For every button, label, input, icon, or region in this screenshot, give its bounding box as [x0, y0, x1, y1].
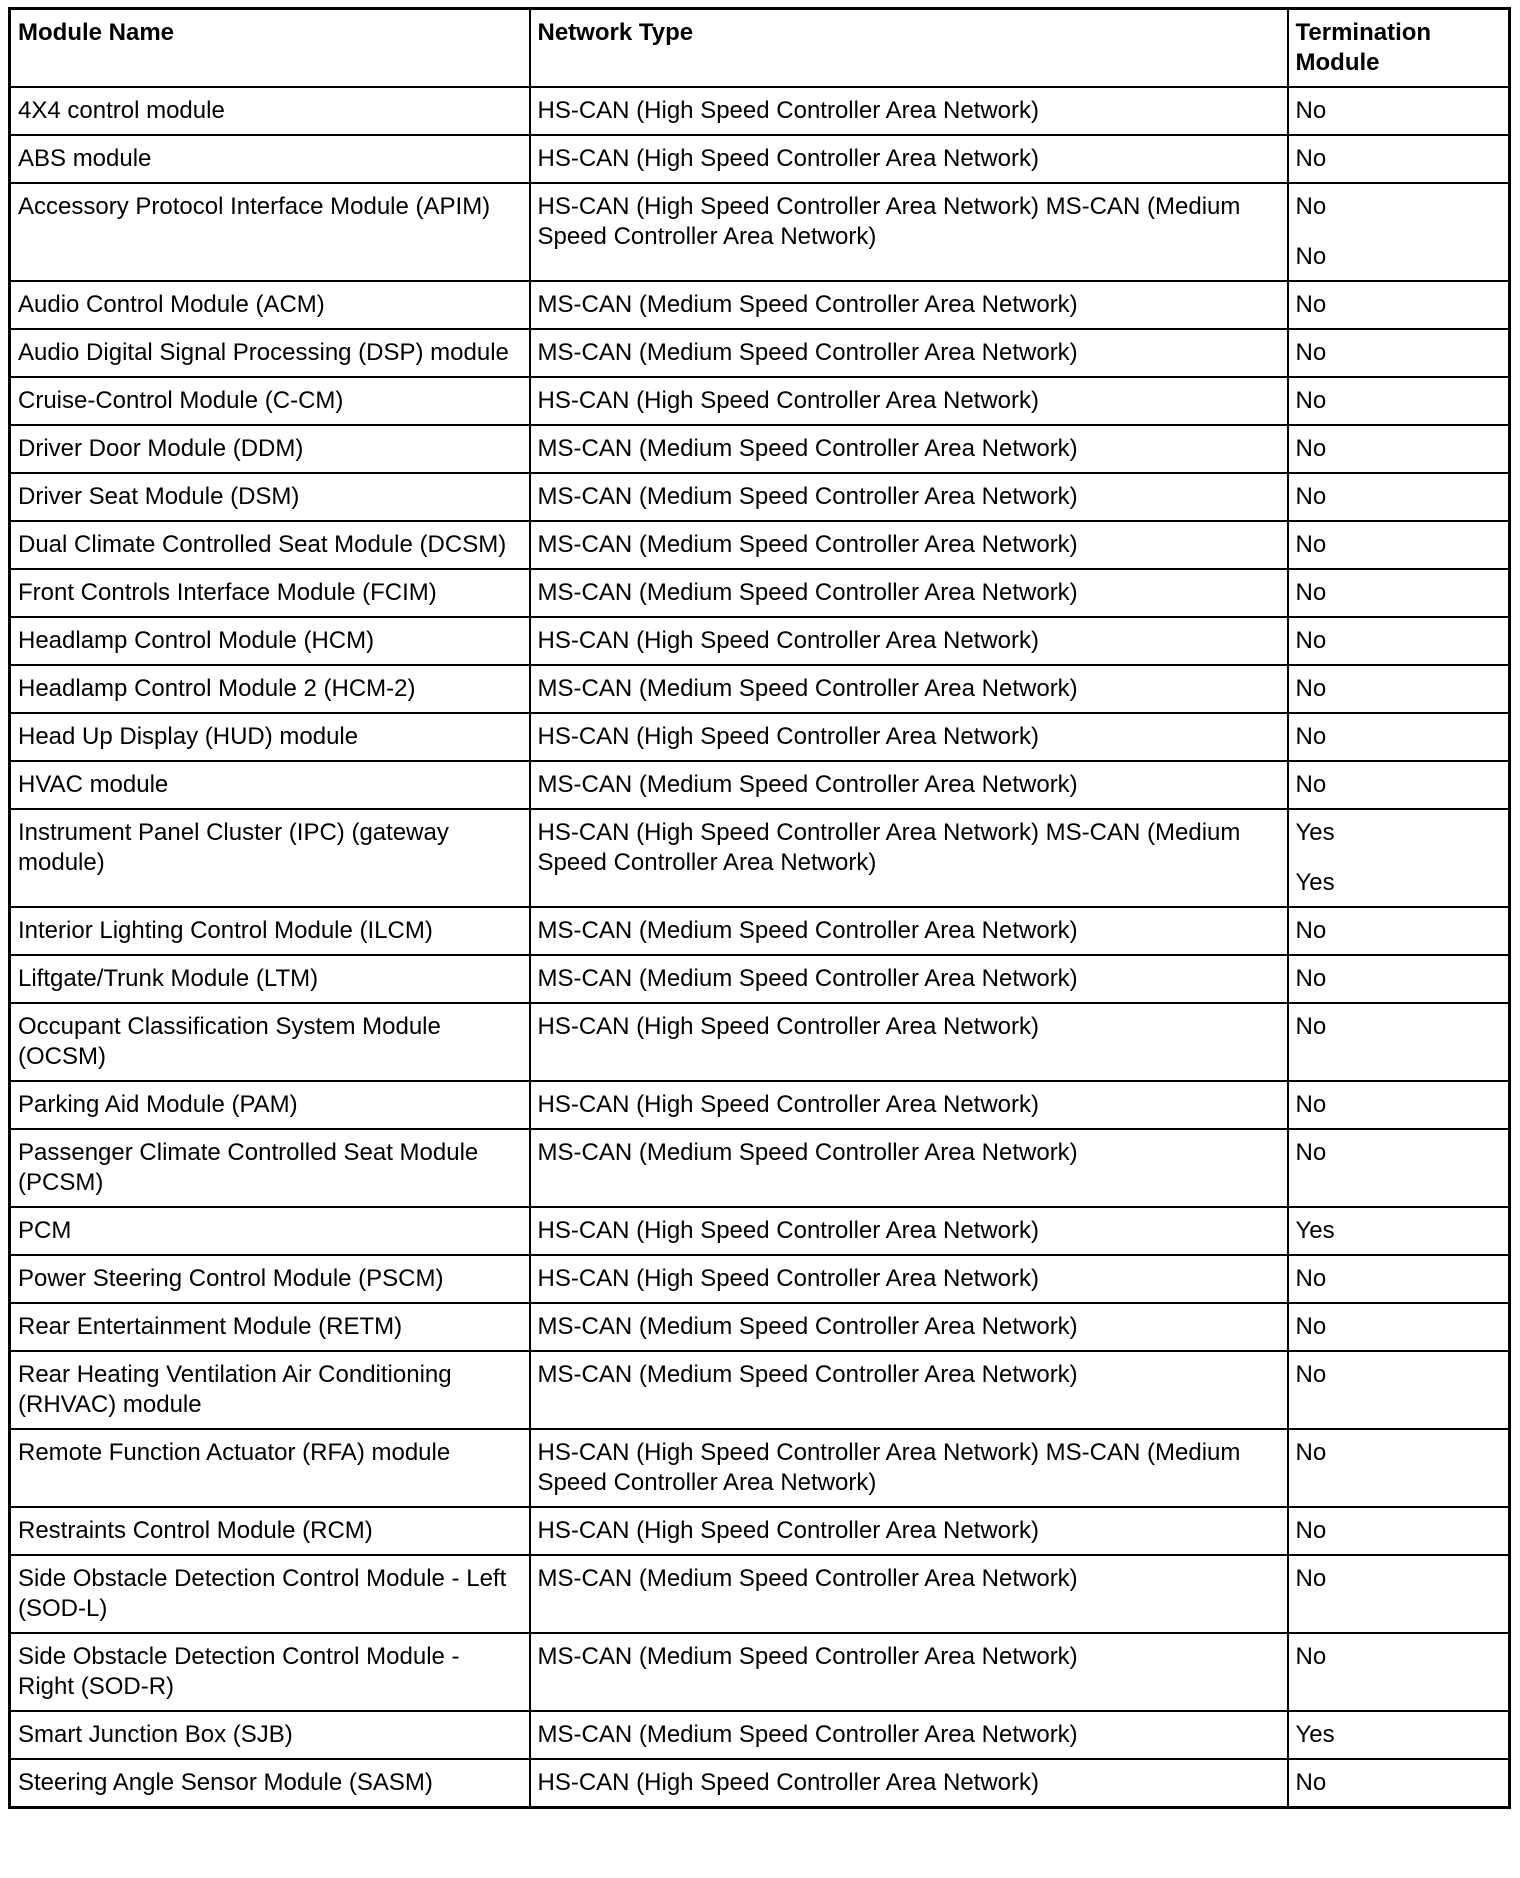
termination-value: No [1295, 1565, 1327, 1592]
network-type-cell: MS-CAN (Medium Speed Controller Area Network) [530, 473, 1288, 521]
termination-cell [1288, 713, 1510, 761]
network-type-cell: HS-CAN (High Speed Controller Area Network) [530, 713, 1288, 761]
module-name-cell: Audio Digital Signal Processing (DSP) module [10, 329, 530, 377]
termination-value: No [1295, 965, 1327, 992]
module-name-cell: ABS module [10, 135, 530, 183]
module-name-cell: Power Steering Control Module (PSCM) [10, 1255, 530, 1303]
network-type-cell: MS-CAN (Medium Speed Controller Area Network) [530, 665, 1288, 713]
termination-value: Yes [1295, 819, 1335, 846]
module-name-cell: Parking Aid Module (PAM) [10, 1081, 530, 1129]
termination-value: No [1295, 917, 1327, 944]
termination-cell [1288, 1081, 1510, 1129]
termination-value: Yes [1295, 1721, 1335, 1748]
table-row [10, 281, 1510, 329]
table-row [10, 1759, 1510, 1808]
network-type-cell: MS-CAN (Medium Speed Controller Area Network) [530, 281, 1288, 329]
header-module-name: Module Name [10, 9, 530, 88]
table-row [10, 1555, 1510, 1633]
network-type-cell: MS-CAN (Medium Speed Controller Area Network) [530, 1711, 1288, 1759]
network-type-cell: MS-CAN (Medium Speed Controller Area Network) [530, 1129, 1288, 1207]
table-row [10, 761, 1510, 809]
termination-cell [1288, 569, 1510, 617]
network-type-cell: HS-CAN (High Speed Controller Area Network) MS-CAN (Medium Speed Controller Area Network) [530, 183, 1288, 281]
table-row [10, 183, 1510, 281]
table-row [10, 1633, 1510, 1711]
termination-value: Yes [1295, 869, 1335, 896]
module-name-cell: Head Up Display (HUD) module [10, 713, 530, 761]
network-type-cell: MS-CAN (Medium Speed Controller Area Network) [530, 1633, 1288, 1711]
module-name-cell: Headlamp Control Module 2 (HCM-2) [10, 665, 530, 713]
network-type-cell: MS-CAN (Medium Speed Controller Area Network) [530, 1351, 1288, 1429]
network-type-cell: HS-CAN (High Speed Controller Area Network) [530, 1081, 1288, 1129]
termination-cell [1288, 1207, 1510, 1255]
termination-cell [1288, 425, 1510, 473]
termination-value: No [1295, 243, 1327, 270]
network-type-cell: MS-CAN (Medium Speed Controller Area Network) [530, 1303, 1288, 1351]
network-type-cell: HS-CAN (High Speed Controller Area Network) [530, 87, 1288, 135]
termination-cell [1288, 473, 1510, 521]
table-row [10, 1003, 1510, 1081]
network-type-cell: HS-CAN (High Speed Controller Area Network) [530, 1759, 1288, 1808]
module-network-table [8, 7, 1511, 1809]
module-name-cell: Side Obstacle Detection Control Module - Right (SOD-R) [10, 1633, 530, 1711]
network-type-cell: MS-CAN (Medium Speed Controller Area Network) [530, 907, 1288, 955]
network-type-cell: HS-CAN (High Speed Controller Area Network) MS-CAN (Medium Speed Controller Area Network) [530, 809, 1288, 907]
table-row [10, 569, 1510, 617]
table-row [10, 1129, 1510, 1207]
termination-cell [1288, 1711, 1510, 1759]
module-name-cell: Driver Seat Module (DSM) [10, 473, 530, 521]
module-name-cell: Liftgate/Trunk Module (LTM) [10, 955, 530, 1003]
network-type-cell: MS-CAN (Medium Speed Controller Area Network) [530, 955, 1288, 1003]
network-type-cell: HS-CAN (High Speed Controller Area Network) [530, 135, 1288, 183]
termination-cell [1288, 521, 1510, 569]
termination-value: No [1295, 193, 1327, 220]
module-name-cell: Side Obstacle Detection Control Module - Left (SOD-L) [10, 1555, 530, 1633]
module-name-cell: Cruise-Control Module (C-CM) [10, 377, 530, 425]
termination-cell [1288, 281, 1510, 329]
termination-value: No [1295, 579, 1327, 606]
table-row [10, 1081, 1510, 1129]
termination-cell [1288, 1429, 1510, 1507]
network-type-cell: HS-CAN (High Speed Controller Area Network) [530, 1507, 1288, 1555]
termination-cell [1288, 1003, 1510, 1081]
termination-value: No [1295, 531, 1327, 558]
termination-cell [1288, 1759, 1510, 1808]
network-type-cell: MS-CAN (Medium Speed Controller Area Network) [530, 1555, 1288, 1633]
module-name-cell: Front Controls Interface Module (FCIM) [10, 569, 530, 617]
table-row [10, 135, 1510, 183]
termination-cell [1288, 377, 1510, 425]
network-type-cell: MS-CAN (Medium Speed Controller Area Network) [530, 761, 1288, 809]
module-name-cell: Instrument Panel Cluster (IPC) (gateway module) [10, 809, 530, 907]
termination-cell [1288, 183, 1510, 281]
termination-value: No [1295, 1517, 1327, 1544]
termination-value: No [1295, 291, 1327, 318]
table-row [10, 1255, 1510, 1303]
termination-value: No [1295, 1139, 1327, 1166]
table-body [10, 87, 1510, 1808]
termination-cell [1288, 955, 1510, 1003]
module-name-cell: Steering Angle Sensor Module (SASM) [10, 1759, 530, 1808]
termination-cell [1288, 907, 1510, 955]
table-row [10, 955, 1510, 1003]
termination-value: No [1295, 145, 1327, 172]
table-row [10, 473, 1510, 521]
table-row [10, 907, 1510, 955]
termination-value: No [1295, 723, 1327, 750]
table-row [10, 1507, 1510, 1555]
network-type-cell: HS-CAN (High Speed Controller Area Network) [530, 377, 1288, 425]
termination-value: No [1295, 1769, 1327, 1796]
module-name-cell: Passenger Climate Controlled Seat Module (PCSM) [10, 1129, 530, 1207]
module-name-cell: Smart Junction Box (SJB) [10, 1711, 530, 1759]
termination-value: No [1295, 675, 1327, 702]
table-row [10, 809, 1510, 907]
document-page [8, 7, 1508, 1809]
network-type-cell: MS-CAN (Medium Speed Controller Area Network) [530, 569, 1288, 617]
module-name-cell: Remote Function Actuator (RFA) module [10, 1429, 530, 1507]
termination-cell [1288, 329, 1510, 377]
termination-value: No [1295, 339, 1327, 366]
module-name-cell: Headlamp Control Module (HCM) [10, 617, 530, 665]
termination-cell [1288, 665, 1510, 713]
header-row [10, 9, 1510, 88]
module-name-cell: Rear Entertainment Module (RETM) [10, 1303, 530, 1351]
module-name-cell: Occupant Classification System Module (OCSM) [10, 1003, 530, 1081]
table-row [10, 1207, 1510, 1255]
termination-cell [1288, 617, 1510, 665]
termination-cell [1288, 135, 1510, 183]
module-name-cell: Accessory Protocol Interface Module (APIM) [10, 183, 530, 281]
termination-value: No [1295, 1313, 1327, 1340]
termination-value: No [1295, 1091, 1327, 1118]
network-type-cell: MS-CAN (Medium Speed Controller Area Network) [530, 425, 1288, 473]
table-row [10, 665, 1510, 713]
termination-value: No [1295, 1439, 1327, 1466]
termination-cell [1288, 1303, 1510, 1351]
header-termination-module: Termination Module [1288, 9, 1510, 88]
termination-value: No [1295, 1013, 1327, 1040]
termination-cell [1288, 1555, 1510, 1633]
termination-value: No [1295, 627, 1327, 654]
module-name-cell: HVAC module [10, 761, 530, 809]
table-row [10, 329, 1510, 377]
termination-cell [1288, 761, 1510, 809]
termination-cell [1288, 809, 1510, 907]
termination-value: No [1295, 387, 1327, 414]
module-name-cell: Dual Climate Controlled Seat Module (DCSM) [10, 521, 530, 569]
termination-value: No [1295, 1265, 1327, 1292]
network-type-cell: MS-CAN (Medium Speed Controller Area Network) [530, 521, 1288, 569]
termination-value: No [1295, 1361, 1327, 1388]
network-type-cell: HS-CAN (High Speed Controller Area Network) MS-CAN (Medium Speed Controller Area Network) [530, 1429, 1288, 1507]
termination-value: Yes [1295, 1217, 1335, 1244]
table-row [10, 87, 1510, 135]
table-row [10, 1303, 1510, 1351]
termination-value: No [1295, 1643, 1327, 1670]
termination-cell [1288, 1129, 1510, 1207]
table-row [10, 521, 1510, 569]
termination-value: No [1295, 771, 1327, 798]
header-network-type: Network Type [530, 9, 1288, 88]
network-type-cell: HS-CAN (High Speed Controller Area Network) [530, 617, 1288, 665]
module-name-cell: Restraints Control Module (RCM) [10, 1507, 530, 1555]
termination-value: No [1295, 97, 1327, 124]
termination-value: No [1295, 483, 1327, 510]
module-name-cell: Rear Heating Ventilation Air Conditioning (RHVAC) module [10, 1351, 530, 1429]
module-name-cell: Driver Door Module (DDM) [10, 425, 530, 473]
network-type-cell: HS-CAN (High Speed Controller Area Network) [530, 1255, 1288, 1303]
module-name-cell: 4X4 control module [10, 87, 530, 135]
termination-cell [1288, 1255, 1510, 1303]
table-row [10, 713, 1510, 761]
termination-cell [1288, 1633, 1510, 1711]
network-type-cell: MS-CAN (Medium Speed Controller Area Network) [530, 329, 1288, 377]
table-row [10, 1429, 1510, 1507]
termination-cell [1288, 87, 1510, 135]
module-name-cell: PCM [10, 1207, 530, 1255]
table-row [10, 1351, 1510, 1429]
module-name-cell: Audio Control Module (ACM) [10, 281, 530, 329]
table-row [10, 617, 1510, 665]
table-row [10, 1711, 1510, 1759]
module-name-cell: Interior Lighting Control Module (ILCM) [10, 907, 530, 955]
network-type-cell: HS-CAN (High Speed Controller Area Network) [530, 1207, 1288, 1255]
termination-cell [1288, 1351, 1510, 1429]
termination-cell [1288, 1507, 1510, 1555]
table-row [10, 425, 1510, 473]
network-type-cell: HS-CAN (High Speed Controller Area Network) [530, 1003, 1288, 1081]
termination-value: No [1295, 435, 1327, 462]
table-row [10, 377, 1510, 425]
